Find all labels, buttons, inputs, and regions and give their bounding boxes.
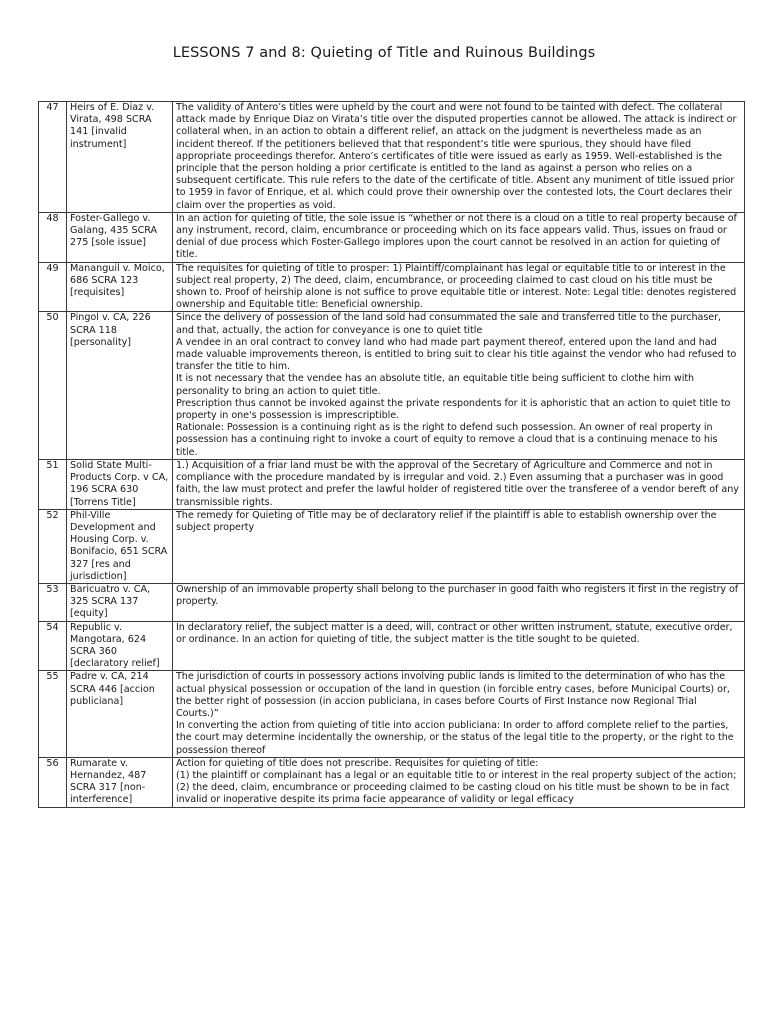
doctrine-paragraph: 1.) Acquisition of a friar land must be with the approval of the Secretary of Agriculture and Commerce and not in compliance with the procedure mandated by is irregular and void. 2.) Even assuming that a purchaser was in good faith, the law must protect and prefer the lawful holder of registered title over the transferee of a vendor bereft of any transmissible rights. — [176, 459, 739, 508]
doctrine-paragraph: The remedy for Quieting of Title may be of declaratory relief if the plaintiff is able to establish ownership over the subject property — [176, 509, 717, 533]
case-number: 51 — [39, 459, 67, 509]
doctrine-paragraph: In an action for quieting of title, the sole issue is “whether or not there is a cloud on a title to real property because of any instrument, record, claim, encumbrance or proceeding which on its face appears valid. Thus, issues on fraud or denial of due process which Foster-Gallego implores upon the court cannot be resolved in an action for quieting of title. — [176, 212, 737, 261]
doctrine-paragraph: (2) the deed, claim, encumbrance or proceeding claimed to be casting cloud on his title must be shown to be in fact invalid or inoperative despite its prima facie appearance of validity or legal efficacy — [176, 782, 730, 806]
case-table-body — [39, 102, 745, 808]
doctrine-paragraph: The validity of Antero’s titles were upheld by the court and were not found to be tainted with defect. The collateral attack made by Enrique Diaz on Virata’s title over the disputed properties cannot be allowed. The attack is indirect or collateral when, in an action to obtain a different relief, an attack on the judgment is nevertheless made as an incident thereof. If the petitioners believed that that respondent’s title were spurious, they should have filed appropriate proceedings therefor. Antero’s certificates of title were issued as early as 1959. Well-established is the principle that the person holding a prior certificate is entitled to the land as against a person who relies on a subsequent certificate. This rule refers to the date of the certificate of title. Absent any muniment of title issued prior to 1959 in favor of Enrique, et al. which could prove their ownership over the contested lots, the Court declares their claim over the properties as void. — [176, 102, 737, 211]
doctrine-paragraph: Action for quieting of title does not prescribe. Requisites for quieting of title: — [176, 757, 539, 769]
case-citation: Solid State Multi-Products Corp. v CA, 196 SCRA 630 [Torrens Title] — [67, 459, 173, 509]
case-number: 56 — [39, 757, 67, 807]
case-number: 47 — [39, 102, 67, 213]
doctrine-paragraph: In converting the action from quieting of title into accion publiciana: In order to afford complete relief to the parties, the court may determine incidentally the ownership, or the status of the legal title to the property, or the right to the possession thereof — [176, 720, 734, 756]
case-number: 55 — [39, 671, 67, 757]
table-row — [39, 102, 745, 213]
table-row — [39, 459, 745, 509]
case-number: 49 — [39, 262, 67, 312]
case-doctrine — [173, 262, 745, 312]
doctrine-paragraph: A vendee in an oral contract to convey land who had made part payment thereof, entered upon the land and had made valuable improvements thereon, is entitled to bring suit to clear his title against the vendor who had refused to transfer the title to him. — [176, 336, 737, 373]
case-doctrine — [173, 671, 745, 757]
doctrine-paragraph: The jurisdiction of courts in possessory actions involving public lands is limited to the determination of who has the actual physical possession or occupation of the land in question (in forcible entry cases, before Municipal Courts) or, the better right of possession (in accion publiciana, in cases before Courts of First Instance now Regional Trial Courts.)” — [176, 671, 730, 719]
doctrine-paragraph: Prescription thus cannot be invoked against the private respondents for it is aphoristic that an action to quiet title to property in one's possession is imprescriptible. — [176, 397, 731, 422]
case-doctrine — [173, 621, 745, 671]
doctrine-paragraph: Rationale: Possession is a continuing right as is the right to defend such possession. An owner of real property in possession has a continuing right to invoke a court of equity to remove a cloud that is a continuing menace to his title. — [176, 422, 718, 458]
case-number: 52 — [39, 509, 67, 583]
table-row — [39, 757, 745, 807]
case-citation: Phil-Ville Development and Housing Corp. v. Bonifacio, 651 SCRA 327 [res and jurisdiction] — [67, 509, 173, 583]
doctrine-paragraph: In declaratory relief, the subject matter is a deed, will, contract or other written instrument, statute, executive order, or ordinance. In an action for quieting of title, the subject matter is the title sought to be quieted. — [176, 621, 733, 645]
case-citation: Padre v. CA, 214 SCRA 446 [accion publiciana] — [67, 671, 173, 757]
doctrine-paragraph: (1) the plaintiff or complainant has a legal or an equitable title to or interest in the real property subject of the action; — [176, 769, 737, 781]
case-doctrine — [173, 212, 745, 262]
case-doctrine — [173, 509, 745, 583]
case-citation: Baricuatro v. CA, 325 SCRA 137 [equity] — [67, 583, 173, 621]
case-doctrine — [173, 757, 745, 807]
table-row — [39, 509, 745, 583]
doctrine-paragraph: Since the delivery of possession of the land sold had consummated the sale and transferred title to the purchaser, and that, actually, the action for conveyance is one to quiet title — [176, 312, 722, 336]
table-row — [39, 262, 745, 312]
table-row — [39, 621, 745, 671]
case-citation: Republic v. Mangotara, 624 SCRA 360 [declaratory relief] — [67, 621, 173, 671]
doctrine-paragraph: It is not necessary that the vendee has an absolute title, an equitable title being sufficient to clothe him with personality to bring an action to quiet title. — [176, 373, 695, 397]
case-number: 54 — [39, 621, 67, 671]
case-doctrine — [173, 312, 745, 459]
doctrine-paragraph: shown to. Proof of heirship alone is not suffice to prove equitable title or interest. Note: Legal title: denotes registered ownership and Equitable title: Beneficial ownership. — [176, 287, 737, 311]
doctrine-paragraph: Ownership of an immovable property shall belong to the purchaser in good faith who registers it first in the registry of property. — [176, 583, 739, 608]
case-number: 50 — [39, 312, 67, 459]
case-table — [38, 101, 745, 808]
case-citation: Rumarate v. Hernandez, 487 SCRA 317 [non-interference] — [67, 757, 173, 807]
page-title: LESSONS 7 and 8: Quieting of Title and Ruinous Buildings — [172, 45, 596, 61]
case-doctrine — [173, 102, 745, 213]
table-row — [39, 212, 745, 262]
case-number: 48 — [39, 212, 67, 262]
table-row — [39, 583, 745, 621]
case-citation: Pingol v. CA, 226 SCRA 118 [personality] — [67, 312, 173, 459]
case-citation: Heirs of E. Diaz v. Virata, 498 SCRA 141 [invalid instrument] — [67, 102, 173, 213]
table-row — [39, 671, 745, 757]
doctrine-paragraph: The requisites for quieting of title to prosper: 1) Plaintiff/complainant has legal or equitable title to or interest in the subject real property, 2) The deed, claim, encumbrance, or proceeding claimed to cast cloud on his title must be — [176, 262, 726, 286]
case-doctrine — [173, 583, 745, 621]
table-row — [39, 312, 745, 459]
case-citation: Foster-Gallego v. Galang, 435 SCRA 275 [sole issue] — [67, 212, 173, 262]
case-doctrine — [173, 459, 745, 509]
case-citation: Mananguil v. Moico, 686 SCRA 123 [requisites] — [67, 262, 173, 312]
case-number: 53 — [39, 583, 67, 621]
